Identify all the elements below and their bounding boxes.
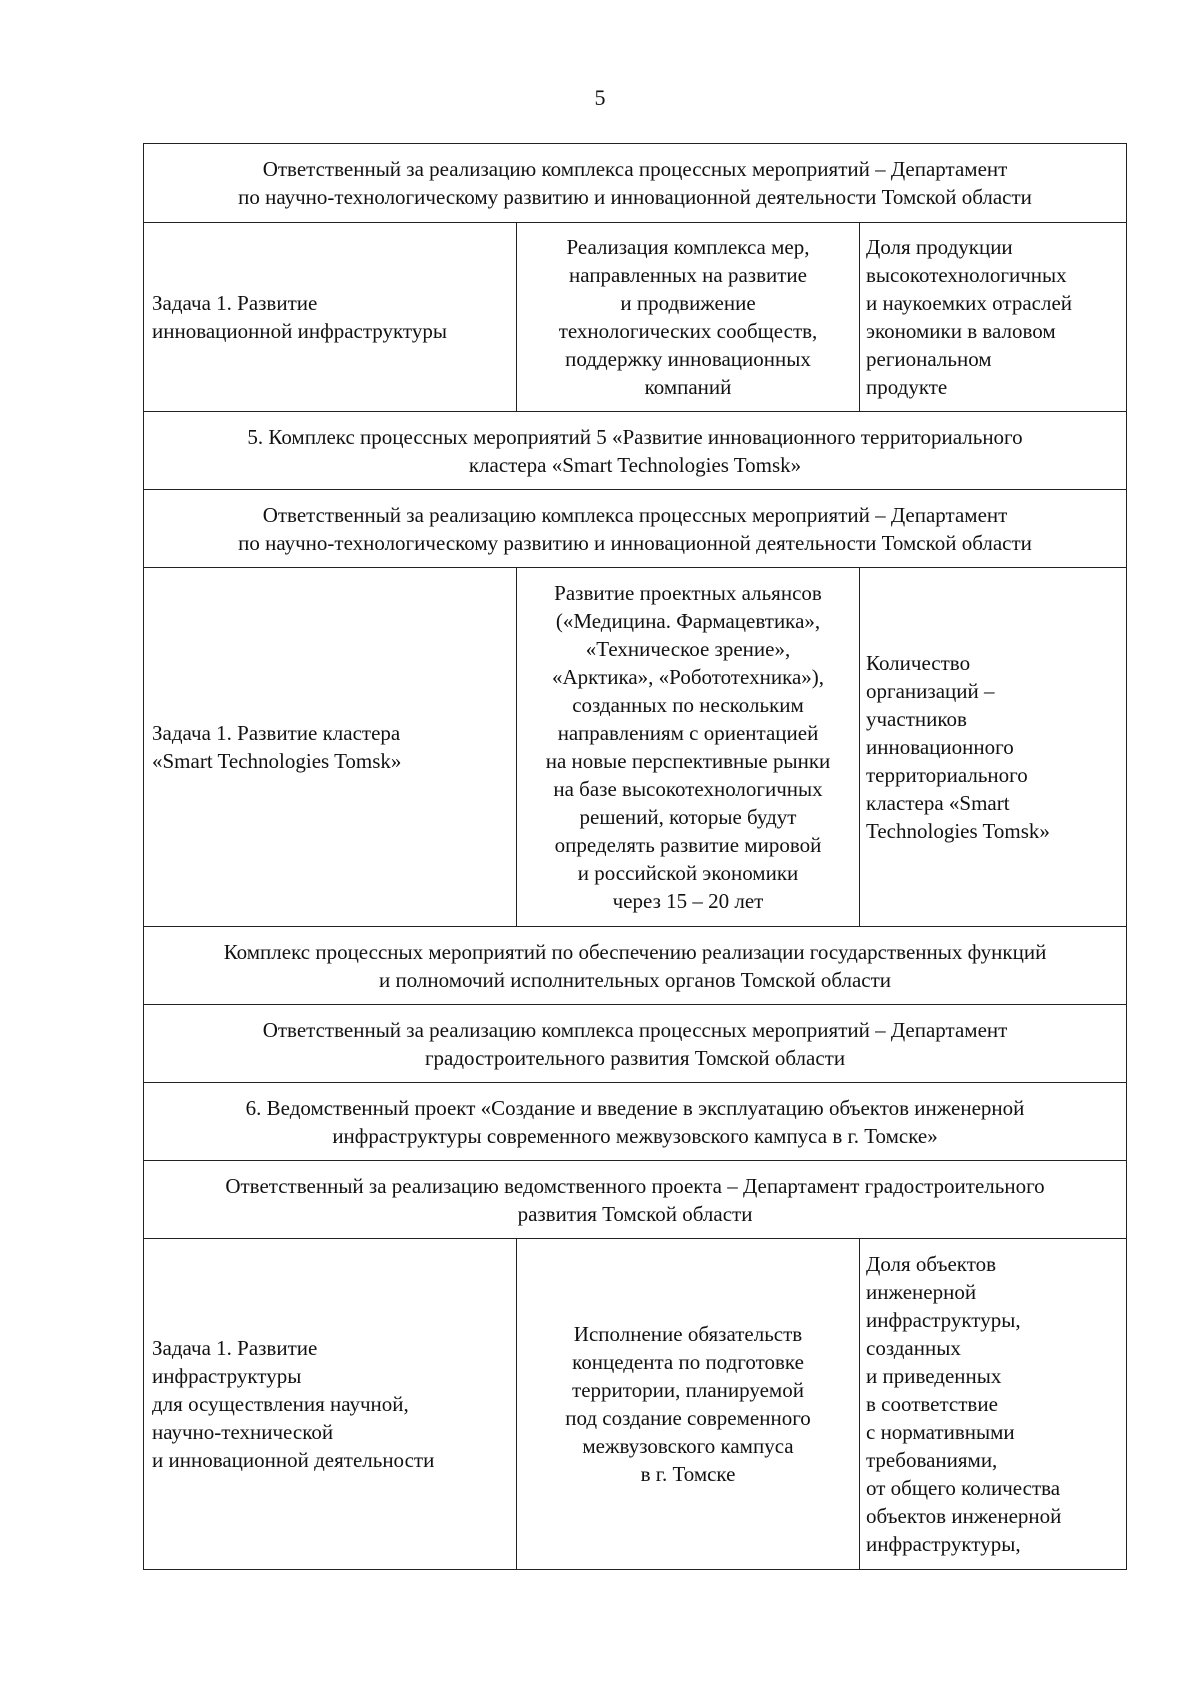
- responsible-cell: [144, 1005, 1127, 1083]
- text-line: созданных по нескольким: [572, 693, 804, 717]
- text-line: Количество: [866, 651, 971, 675]
- text-line: объектов инженерной: [866, 1504, 1062, 1528]
- text-line: и полномочий исполнительных органов Томской области: [378, 967, 892, 992]
- text-line: инновационного: [866, 735, 1014, 759]
- text-line: и продвижение: [620, 291, 756, 315]
- text-line: Technologies Tomsk»: [866, 819, 1050, 843]
- text-line: под создание современного: [565, 1406, 811, 1430]
- text-line: межвузовского кампуса: [582, 1434, 794, 1458]
- text-line: с нормативными: [866, 1420, 1015, 1444]
- task-row-3: [144, 1239, 1127, 1570]
- text-line: 5. Комплекс процессных мероприятий 5 «Развитие инновационного территориального: [247, 424, 1023, 449]
- text-line: Ответственный за реализацию комплекса процессных мероприятий – Департамент: [262, 1017, 1008, 1042]
- responsible-cell: [144, 144, 1127, 223]
- text-line: Ответственный за реализацию ведомственного проекта – Департамент градостроительного: [225, 1173, 1045, 1198]
- text-line: требованиями,: [866, 1448, 998, 1472]
- text-line: Развитие проектных альянсов: [554, 581, 822, 605]
- responsible-cell: [144, 490, 1127, 568]
- text-line: Доля продукции: [866, 235, 1013, 259]
- task-row-1: [144, 223, 1127, 412]
- task-cell: [144, 1239, 517, 1570]
- responsible-row-2: [144, 490, 1127, 568]
- text-line: технологических сообществ,: [558, 319, 818, 343]
- complex-row-5: [144, 412, 1127, 490]
- text-line: направлениям с ориентацией: [557, 721, 819, 745]
- task-cell: [144, 223, 517, 412]
- text-line: развития Томской области: [517, 1201, 753, 1226]
- text-line: в соответствие: [866, 1392, 998, 1416]
- text-line: инновационной инфраструктуры: [152, 319, 447, 343]
- text-line: на базе высокотехнологичных: [553, 777, 823, 801]
- project-heading-cell: [144, 1083, 1127, 1161]
- text-line: научно-технической: [152, 1420, 334, 1444]
- text-line: «Техническое зрение»,: [585, 637, 791, 661]
- text-line: территориального: [866, 763, 1028, 787]
- text-line: 6. Ведомственный проект «Создание и введение в эксплуатацию объектов инженерной: [245, 1095, 1025, 1120]
- measures-cell: [517, 1239, 860, 1570]
- indicator-cell: [860, 223, 1127, 412]
- complex-state-row: [144, 927, 1127, 1005]
- responsible-row-3: [144, 1005, 1127, 1083]
- text-line: и наукоемких отраслей: [866, 291, 1073, 315]
- text-line: организаций –: [866, 679, 995, 703]
- text-line: направленных на развитие: [569, 263, 807, 287]
- task-row-2: [144, 568, 1127, 927]
- text-line: территории, планируемой: [572, 1378, 804, 1402]
- text-line: продукте: [866, 375, 948, 399]
- program-table: [143, 143, 1127, 1570]
- task-cell: [144, 568, 517, 927]
- text-line: по научно-технологическому развитию и инновационной деятельности Томской области: [238, 185, 1032, 209]
- text-line: и российской экономики: [577, 861, 799, 885]
- text-line: Комплекс процессных мероприятий по обеспечению реализации государственных функций: [223, 939, 1047, 964]
- text-line: региональном: [866, 347, 992, 371]
- indicator-cell: [860, 568, 1127, 927]
- text-line: Задача 1. Развитие: [152, 1336, 318, 1360]
- page-number: 5: [594, 85, 606, 110]
- text-line: решений, которые будут: [579, 805, 797, 829]
- text-line: Ответственный за реализацию комплекса процессных мероприятий – Департамент: [262, 157, 1008, 181]
- complex-heading-cell: [144, 927, 1127, 1005]
- text-line: Реализация комплекса мер,: [566, 235, 810, 259]
- measures-cell: [517, 568, 860, 927]
- responsible-cell: [144, 1161, 1127, 1239]
- text-line: в г. Томске: [640, 1462, 736, 1486]
- text-line: Задача 1. Развитие кластера: [152, 721, 401, 745]
- measures-cell: [517, 223, 860, 412]
- text-line: и инновационной деятельности: [152, 1448, 435, 1472]
- text-line: по научно-технологическому развитию и инновационной деятельности Томской области: [238, 530, 1032, 555]
- responsible-row-1: [144, 144, 1127, 223]
- project-row-6: [144, 1083, 1127, 1161]
- text-line: Исполнение обязательств: [573, 1322, 803, 1346]
- text-line: экономики в валовом: [866, 319, 1056, 343]
- text-line: через 15 – 20 лет: [612, 889, 764, 913]
- complex-heading-cell: [144, 412, 1127, 490]
- text-line: Задача 1. Развитие: [152, 291, 318, 315]
- text-line: градостроительного развития Томской области: [424, 1045, 846, 1070]
- text-line: компаний: [644, 375, 732, 399]
- text-line: участников: [866, 707, 967, 731]
- responsible-row-4: [144, 1161, 1127, 1239]
- indicator-cell: [860, 1239, 1127, 1570]
- text-line: поддержку инновационных: [565, 347, 811, 371]
- text-line: высокотехнологичных: [866, 263, 1067, 287]
- text-line: инфраструктуры,: [866, 1308, 1021, 1332]
- text-line: Ответственный за реализацию комплекса процессных мероприятий – Департамент: [262, 502, 1008, 527]
- text-line: определять развитие мировой: [554, 833, 822, 857]
- text-line: для осуществления научной,: [152, 1392, 409, 1416]
- text-line: «Smart Technologies Tomsk»: [152, 749, 402, 773]
- text-line: концедента по подготовке: [572, 1350, 804, 1374]
- text-line: («Медицина. Фармацевтика»,: [555, 609, 821, 633]
- text-line: Доля объектов: [866, 1252, 997, 1276]
- text-line: и приведенных: [866, 1364, 1002, 1388]
- text-line: на новые перспективные рынки: [545, 749, 831, 773]
- text-line: инфраструктуры современного межвузовского кампуса в г. Томске»: [332, 1123, 938, 1148]
- text-line: кластера «Smart: [866, 791, 1010, 815]
- text-line: от общего количества: [866, 1476, 1061, 1500]
- text-line: созданных: [866, 1336, 961, 1360]
- text-line: «Арктика», «Робототехника»),: [551, 665, 825, 689]
- text-line: кластера «Smart Technologies Tomsk»: [468, 452, 802, 477]
- text-line: инженерной: [866, 1280, 977, 1304]
- text-line: инфраструктуры,: [866, 1532, 1021, 1556]
- text-line: инфраструктуры: [152, 1364, 302, 1388]
